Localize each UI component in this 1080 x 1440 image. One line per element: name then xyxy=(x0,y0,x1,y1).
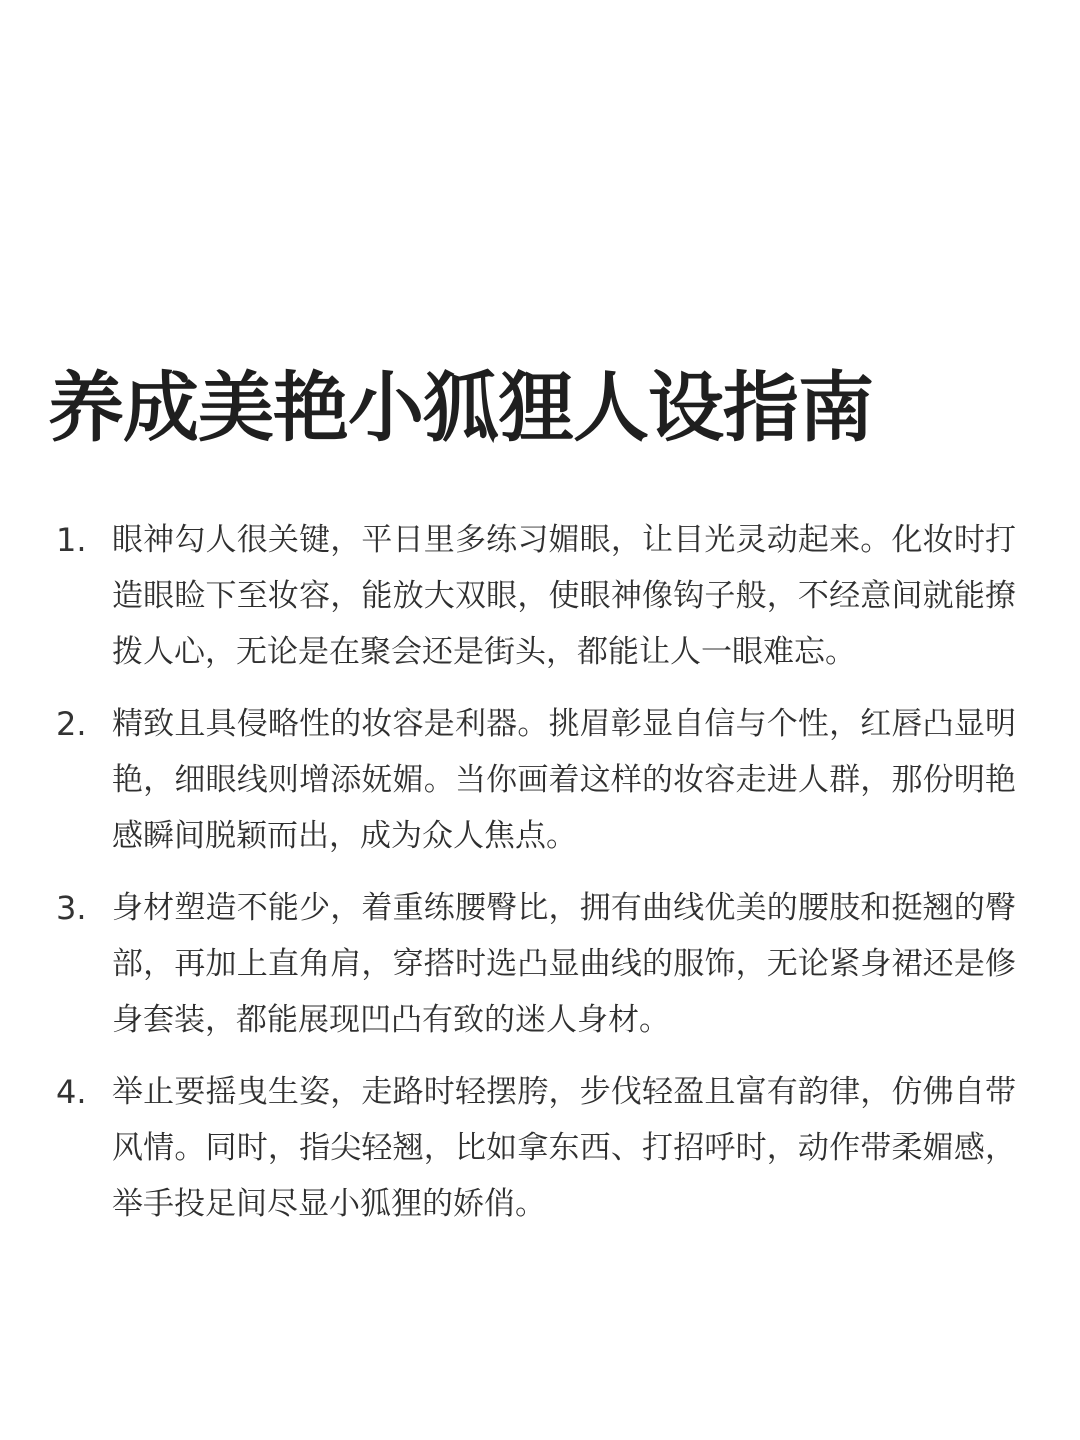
page-title: 养成美艳小狐狸人设指南 xyxy=(48,363,873,452)
list-item-number: 2. xyxy=(56,705,87,743)
list-item-text: 举止要摇曳生姿，走路时轻摆胯，步伐轻盈且富有韵律，仿佛自带风情。同时，指尖轻翘，比如拿东西、打招呼时，动作带柔媚感，举手投足间尽显小狐狸的娇俏。 xyxy=(112,1074,1016,1222)
list-item xyxy=(56,1064,1016,1232)
list-item xyxy=(56,880,1016,1048)
list-item xyxy=(56,696,1016,864)
guide-list xyxy=(56,512,1016,1248)
list-item-number: 4. xyxy=(56,1073,87,1111)
list-item xyxy=(56,512,1016,680)
list-item-number: 1. xyxy=(56,521,87,559)
list-item-number: 3. xyxy=(56,889,87,927)
list-item-text: 眼神勾人很关键，平日里多练习媚眼，让目光灵动起来。化妆时打造眼睑下至妆容，能放大双眼，使眼神像钩子般，不经意间就能撩拨人心，无论是在聚会还是街头，都能让人一眼难忘。 xyxy=(112,522,1016,670)
list-item-text: 身材塑造不能少，着重练腰臀比，拥有曲线优美的腰肢和挺翘的臀部，再加上直角肩，穿搭时选凸显曲线的服饰，无论紧身裙还是修身套装，都能展现凹凸有致的迷人身材。 xyxy=(112,890,1016,1038)
list-item-text: 精致且具侵略性的妆容是利器。挑眉彰显自信与个性，红唇凸显明艳，细眼线则增添妩媚。当你画着这样的妆容走进人群，那份明艳感瞬间脱颖而出，成为众人焦点。 xyxy=(112,706,1016,854)
